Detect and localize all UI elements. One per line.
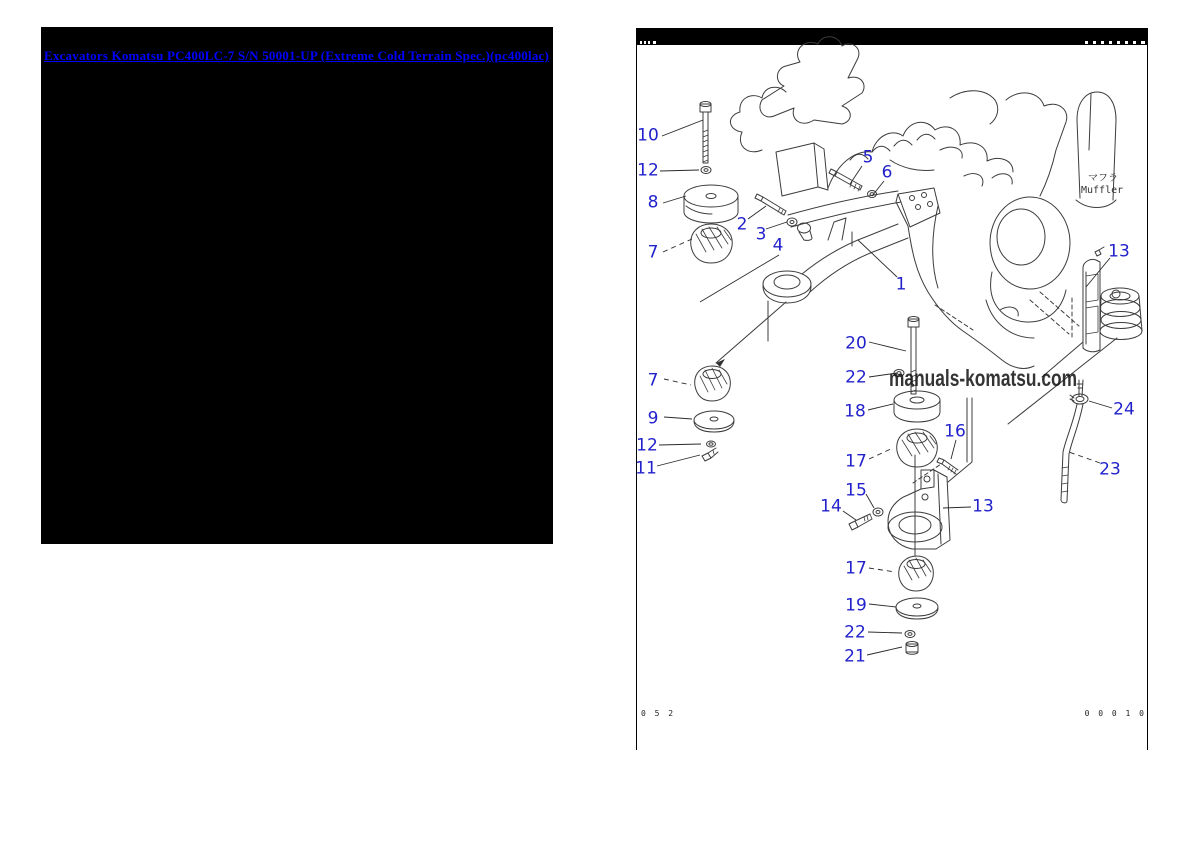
callout-22: 22 [844, 622, 866, 643]
muffler-label-en: Muffler [1081, 185, 1124, 196]
callout-2: 2 [736, 214, 748, 235]
callout-20: 20 [845, 333, 867, 354]
callout-13: 13 [1108, 241, 1130, 262]
page-code-right: 0 0 0 1 0 [1084, 709, 1146, 718]
callout-10: 10 [637, 125, 659, 146]
diagram-header-bar [636, 28, 1148, 45]
callout-15: 15 [845, 480, 867, 501]
callout-16: 16 [944, 421, 966, 442]
callout-7: 7 [647, 370, 659, 391]
engine-drawing [684, 37, 1142, 655]
callout-14: 14 [820, 496, 842, 517]
diagram-panel [636, 28, 1148, 751]
callout-3: 3 [755, 224, 767, 245]
callout-9: 9 [647, 408, 659, 429]
callout-17: 17 [845, 558, 867, 579]
catalog-link[interactable]: Excavators Komatsu PC400LC-7 S/N 50001-UP (Extreme Cold Terrain Spec.)(pc400lac) [44, 48, 550, 63]
callout-21: 21 [844, 646, 866, 667]
engine-parts-diagram [636, 28, 1148, 751]
callout-22: 22 [845, 367, 867, 388]
callout-1: 1 [895, 274, 907, 295]
callout-7: 7 [647, 242, 659, 263]
callout-8: 8 [647, 192, 659, 213]
page-code-left: 0 5 2 [641, 709, 676, 718]
callout-18: 18 [844, 401, 866, 422]
callout-17: 17 [845, 451, 867, 472]
muffler-label-jp: マフラ [1088, 173, 1118, 184]
callout-23: 23 [1099, 459, 1121, 480]
callout-24: 24 [1113, 399, 1135, 420]
callout-11: 11 [635, 458, 657, 479]
callout-5: 5 [862, 147, 874, 168]
callout-4: 4 [772, 235, 784, 256]
callout-12: 12 [636, 435, 658, 456]
page-border [637, 45, 1148, 750]
callout-19: 19 [845, 595, 867, 616]
callout-13: 13 [972, 496, 994, 517]
callout-12: 12 [637, 160, 659, 181]
left-page-image [41, 27, 553, 544]
watermark: manuals-komatsu.com [889, 365, 1077, 391]
callout-6: 6 [881, 162, 893, 183]
